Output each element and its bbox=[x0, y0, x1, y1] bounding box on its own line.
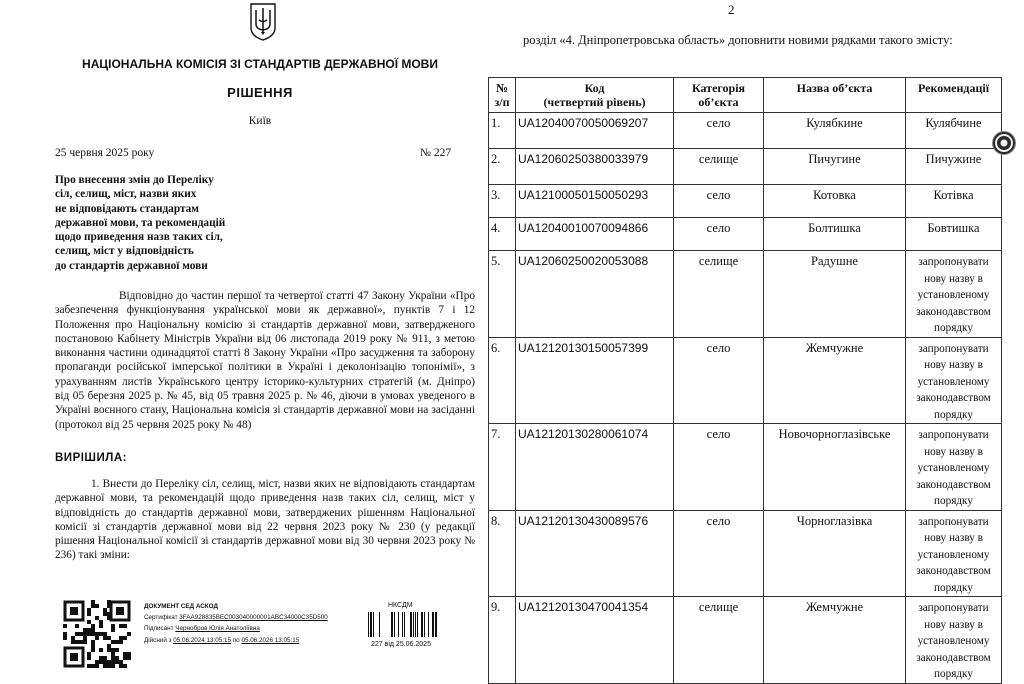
row-num: 2. bbox=[489, 149, 516, 185]
row-category: село bbox=[674, 337, 764, 424]
row-code: UA12060250380033979 bbox=[516, 149, 674, 185]
row-recommendation: Пичужине bbox=[906, 149, 1002, 185]
document-date: 25 червня 2025 року bbox=[55, 147, 155, 159]
subject-line: державної мови, та рекомендацій bbox=[55, 216, 226, 229]
header-num bbox=[489, 78, 516, 113]
table-row bbox=[489, 510, 1002, 597]
subject-line: сіл, селищ, міст, назви яких bbox=[55, 188, 197, 201]
document-city: Київ bbox=[248, 115, 272, 127]
row-name: Радушне bbox=[764, 251, 906, 338]
valid-from-label: Дійсний з bbox=[144, 636, 172, 644]
resolved-heading: ВИРІШИЛА: bbox=[55, 452, 127, 464]
section-intro: розділ «4. Дніпропетровська область» доповнити новими рядками такого змісту: bbox=[523, 33, 953, 47]
circle-button-glyph-icon bbox=[993, 132, 1015, 154]
document-type: РІШЕННЯ bbox=[227, 85, 293, 100]
header-category-line2: об’єкта bbox=[698, 95, 739, 109]
header-code bbox=[516, 78, 674, 113]
header-code-line2: (четвертий рівень) bbox=[543, 95, 646, 109]
header-num-line2: з/п bbox=[494, 95, 510, 109]
row-name: Болтишка bbox=[764, 218, 906, 251]
row-category: село bbox=[674, 185, 764, 218]
row-num: 1. bbox=[489, 113, 516, 149]
row-category: селище bbox=[674, 251, 764, 338]
subject-line: до стандартів державної мови bbox=[55, 259, 208, 272]
registration-number: 227 від 25.06.2025 bbox=[371, 641, 431, 648]
row-recommendation: запропонувати нову назву в установленому законодавством порядку bbox=[906, 597, 1002, 684]
row-category: село bbox=[674, 113, 764, 149]
row-name: Новочорноглазівське bbox=[764, 424, 906, 511]
row-code: UA12120130150057399 bbox=[516, 337, 674, 424]
table-row bbox=[489, 597, 1002, 684]
qr-code-icon bbox=[63, 600, 131, 668]
signer-label: Підписант bbox=[144, 625, 174, 633]
row-recommendation: запропонувати нову назву в установленому законодавством порядку bbox=[906, 510, 1002, 597]
row-code: UA12040070050069207 bbox=[516, 113, 674, 149]
row-category: селище bbox=[674, 597, 764, 684]
document-number: № 227 bbox=[420, 147, 452, 159]
table-row bbox=[489, 185, 1002, 218]
row-num: 7. bbox=[489, 424, 516, 511]
circle-button-icon[interactable] bbox=[992, 131, 1016, 155]
preamble-paragraph: Відповідно до частин першої та четвертої статті 47 Закону України «Про забезпечення функціонування української мови як державної», пунктів 7 і 12 Положення про Національну комісію зі стандартів державної мови, затвердженого постановою Кабінету Міністрів України від 06 листопада 2019 року № 911, з метою виконання частини одинадцятої статті 8 Закону України «Про засудження та заборону пропаганди російської імперської політики в Україні і деколонізацію топонімії», з урахуванням листів Українського центру історико-культурних стратегій (м. Дніпро) від 05 березня 2025 р. № 45, від 05 травня 2025 р. № 46, діючи в умовах уведеного в Україні воєнного стану, Національна комісія зі стандартів державної мови на засіданні (протокол від 25 червня 2025 року № 48) bbox=[55, 290, 475, 431]
right-page bbox=[488, 0, 1024, 683]
row-category: селище bbox=[674, 149, 764, 185]
row-category: село bbox=[674, 510, 764, 597]
page-number: 2 bbox=[728, 2, 735, 17]
row-code: UA12120130430089576 bbox=[516, 510, 674, 597]
clause-1-paragraph: 1. Внести до Переліку сіл, селищ, міст, назви яких не відповідають стандартам державної мови, та рекомендацій щодо приведення назв таких сіл, селищ, міст у відповідність до стандартів державної мови, затверджених рішенням Національної комісії зі стандартів державної мови від 22 червня 2023 року № 230 (у редакції рішення Національної комісії зі стандартів державної мови від 30 червня 2023 року № 236) такі зміни: bbox=[55, 478, 475, 562]
row-name: Чорноглазівка bbox=[764, 510, 906, 597]
row-category: село bbox=[674, 424, 764, 511]
barcode-icon bbox=[368, 612, 438, 637]
signer-value: Чернобров Юлія Анатоліївна bbox=[175, 625, 260, 633]
table-row bbox=[489, 251, 1002, 338]
row-num: 6. bbox=[489, 337, 516, 424]
row-code: UA12100050150050293 bbox=[516, 185, 674, 218]
row-num: 5. bbox=[489, 251, 516, 338]
e-signature-title: ДОКУМЕНТ СЕД АСКОД bbox=[144, 603, 218, 610]
table-row bbox=[489, 149, 1002, 185]
valid-from-value: 05.06.2024 13:05:15 bbox=[173, 636, 232, 644]
row-recommendation: Котівка bbox=[906, 185, 1002, 218]
row-code: UA12120130280061074 bbox=[516, 424, 674, 511]
row-num: 4. bbox=[489, 218, 516, 251]
subject-line: не відповідають стандартам bbox=[55, 202, 199, 215]
row-recommendation: запропонувати нову назву в установленому законодавством порядку bbox=[906, 424, 1002, 511]
header-recommendation: Рекомендації bbox=[906, 78, 1002, 113]
valid-to-label: по bbox=[232, 636, 240, 644]
row-recommendation: запропонувати нову назву в установленому законодавством порядку bbox=[906, 251, 1002, 338]
table-row bbox=[489, 424, 1002, 511]
row-name: Жемчужне bbox=[764, 597, 906, 684]
row-code: UA12060250020053088 bbox=[516, 251, 674, 338]
organization-title: НАЦІОНАЛЬНА КОМІСІЯ ЗІ СТАНДАРТІВ ДЕРЖАВНОЇ МОВИ bbox=[82, 57, 438, 71]
subject-line: Про внесення змін до Переліку bbox=[55, 174, 214, 186]
trident-emblem-icon bbox=[248, 2, 278, 42]
certificate-value: 3FAA928835BEC003040000001ABC34000C35D500 bbox=[179, 614, 328, 622]
row-code: UA12040010070094866 bbox=[516, 218, 674, 251]
e-signature-block bbox=[144, 601, 364, 646]
table-header-row bbox=[489, 78, 1002, 113]
certificate-line bbox=[144, 612, 364, 623]
valid-to-value: 05.06.2026 13:05:15 bbox=[241, 636, 300, 644]
table-row bbox=[489, 218, 1002, 251]
header-category bbox=[674, 78, 764, 113]
header-code-line1: Код bbox=[584, 81, 605, 95]
table-row bbox=[489, 113, 1002, 149]
signer-line bbox=[144, 623, 364, 634]
header-name: Назва об’єкта bbox=[764, 78, 906, 113]
row-code: UA12120130470041354 bbox=[516, 597, 674, 684]
row-num: 9. bbox=[489, 597, 516, 684]
decision-subject bbox=[55, 173, 255, 273]
header-category-line1: Категорія bbox=[691, 81, 746, 95]
barcode-label: НКСДМ bbox=[388, 602, 413, 609]
validity-line bbox=[144, 635, 364, 646]
row-name: Жемчужне bbox=[764, 337, 906, 424]
row-num: 3. bbox=[489, 185, 516, 218]
subject-line: селищ, міст у відповідність bbox=[55, 245, 194, 258]
row-name: Пичугине bbox=[764, 149, 906, 185]
header-num-line1: № bbox=[495, 81, 509, 95]
row-recommendation: запропонувати нову назву в установленому законодавством порядку bbox=[906, 337, 1002, 424]
left-page bbox=[0, 0, 488, 683]
row-name: Котовка bbox=[764, 185, 906, 218]
table-row bbox=[489, 337, 1002, 424]
row-num: 8. bbox=[489, 510, 516, 597]
row-name: Кулябкине bbox=[764, 113, 906, 149]
row-category: село bbox=[674, 218, 764, 251]
row-recommendation: Кулябчине bbox=[906, 113, 1002, 149]
certificate-label: Сертифікат bbox=[144, 614, 178, 622]
settlements-table bbox=[488, 77, 1002, 684]
row-recommendation: Бовтишка bbox=[906, 218, 1002, 251]
subject-line: щодо приведення назв таких сіл, bbox=[55, 231, 223, 244]
